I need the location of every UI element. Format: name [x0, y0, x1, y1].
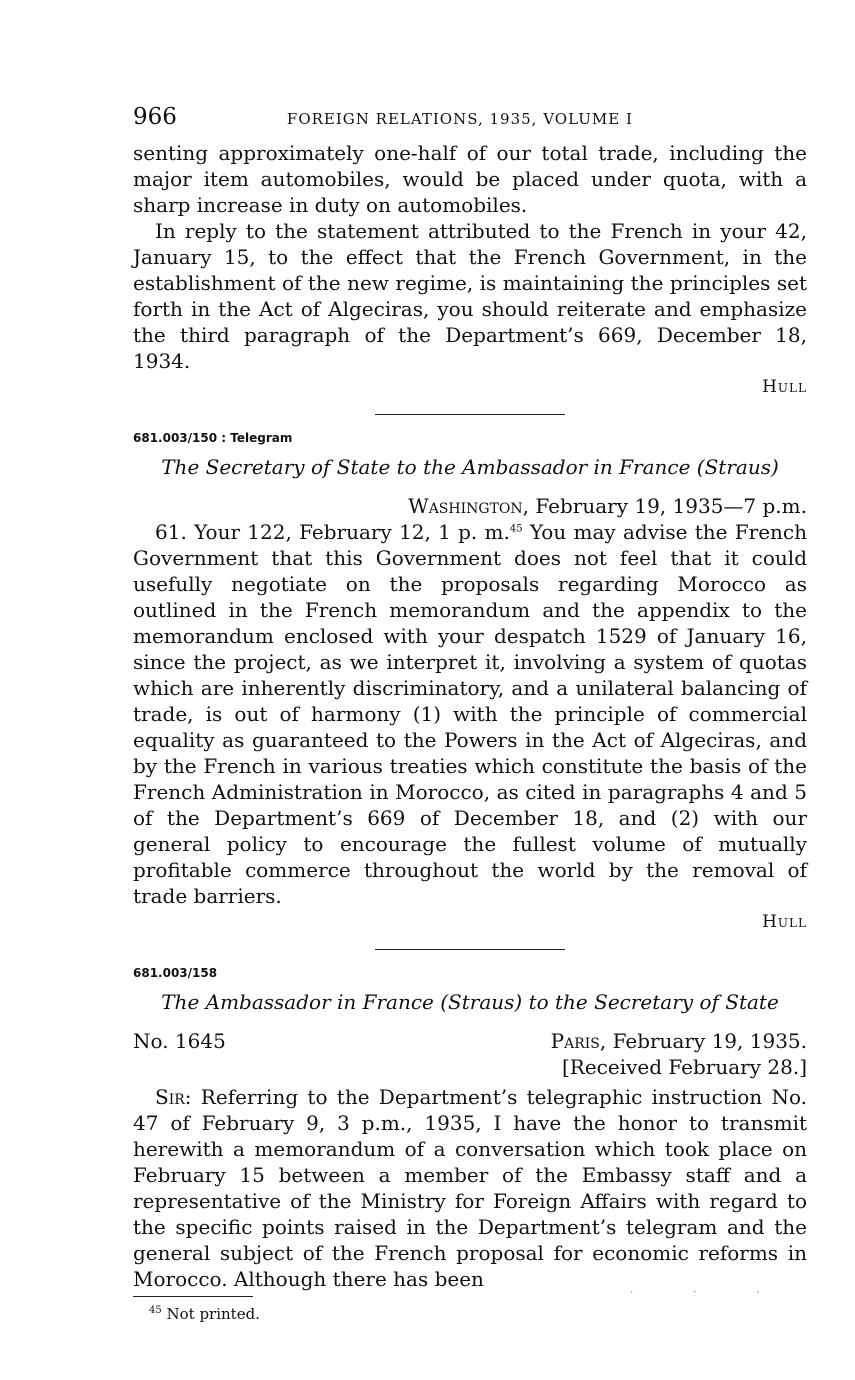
page-header: [133, 104, 807, 138]
paragraph-start: 61. Your 122, February 12, 1 p. m.: [155, 520, 510, 544]
signature: Hull: [762, 377, 807, 397]
dateline-place: Washington: [408, 494, 523, 518]
paragraph-rest: You may advise the French Government that this Government does not feel that it could usefully negotiate on the proposals regarding Morocco as outlined in the French memorandum and the appendix to the memorandum enclosed with your despatch 1529 of January 16, since the project, as we interpret it, involving a system of quotas which are inherently discriminatory, and a unilateral balancing of trade, is out of harmony (1) with the principle of commercial equality as guaranteed to the Powers in the Act of Algeciras, and by the French in various treaties which constitute the basis of the French Administration in Morocco, as cited in paragraphs 4 and 5 of the Department’s 669 of December 18, and (2) with our general policy to encourage the fullest volume of mutually profitable commerce throughout the world by the removal of trade barriers.: [133, 520, 807, 908]
footnote-text: Not printed.: [161, 1305, 260, 1323]
dateline: [133, 493, 807, 519]
paragraph-rest: : Referring to the Department’s telegraphic instruction No. 47 of February 9, 3 p.m., 1935, I have the honor to transmit herewith a memorandum of a conversation which took place on February 15 between a member of the Embassy staff and a representative of the Ministry for Foreign Affairs with regard to the specific points raised in the Department’s telegram and the general subject of the French proposal for economic reforms in Morocco. Although there has been: [133, 1085, 807, 1291]
dateline-date: , February 19, 1935.: [599, 1029, 807, 1053]
dateline: [551, 1028, 807, 1054]
document-page: [133, 104, 807, 1323]
paragraph: In reply to the statement attributed to the French in your 42, January 15, to the effect that the French Government, in the establishment of the new regime, is maintaining the principles set forth in the Act of Algeciras, you should reiterate and emphasize the third paragraph of the Department’s 669, December 18, 1934.: [133, 219, 807, 373]
despatch-number: No. 1645: [133, 1029, 226, 1053]
signature: Hull: [762, 912, 807, 932]
page-number: 966: [133, 104, 177, 130]
paragraph: [133, 519, 807, 909]
dateline-row: [133, 1028, 807, 1054]
section-divider: [375, 949, 565, 950]
running-head: FOREIGN RELATIONS, 1935, VOLUME I: [286, 110, 633, 128]
document-title: The Ambassador in France (Straus) to the Secretary of State: [161, 990, 779, 1014]
file-number: 681.003/150 : Telegram: [133, 431, 293, 445]
section-divider: [375, 414, 565, 415]
paragraph: senting approximately one-half of our total trade, including the major item automobiles, would be placed under quota, with a sharp increase in duty on automobiles.: [133, 141, 807, 217]
salutation: Sir: [155, 1085, 185, 1109]
footnote-reference: 45: [509, 523, 523, 535]
paragraph: [133, 1084, 807, 1292]
received-date: [Received February 28.]: [561, 1055, 807, 1079]
footnote-number: 45: [149, 1305, 162, 1316]
file-number: 681.003/158: [133, 966, 218, 980]
dateline-date: , February 19, 1935—7 p.m.: [522, 494, 807, 518]
footnote-divider: [133, 1296, 253, 1297]
dateline-place: Paris: [550, 1029, 600, 1053]
document-title: The Secretary of State to the Ambassador in France (Straus): [161, 455, 779, 479]
scan-marks: ’’’: [630, 1290, 820, 1301]
footnote: [133, 1305, 807, 1323]
